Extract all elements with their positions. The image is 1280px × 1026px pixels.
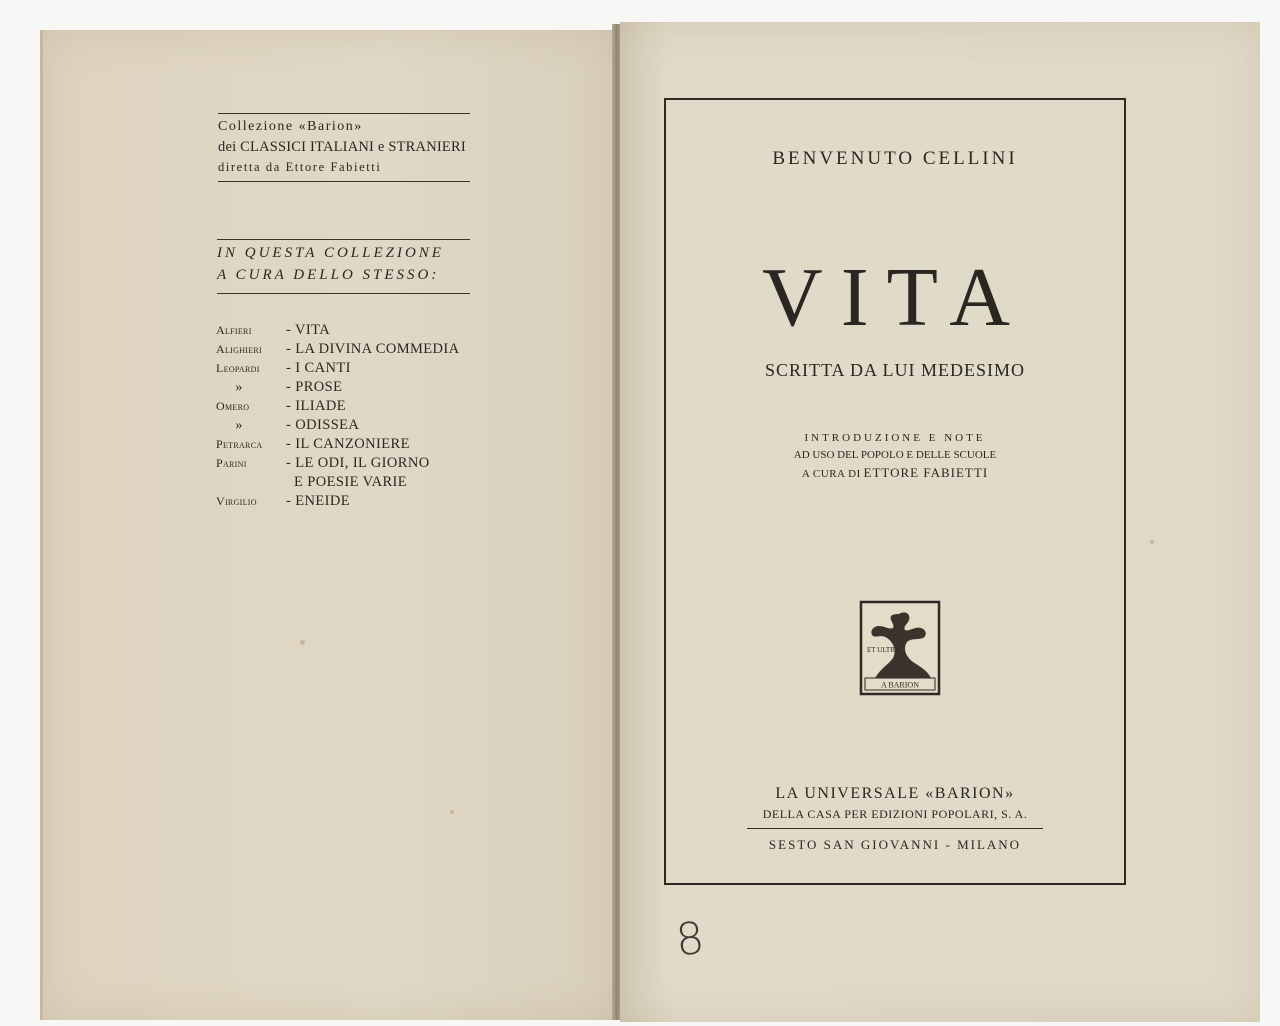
catalog-title: - ODISSEA bbox=[286, 417, 360, 433]
catalog-title: - IL CANZONIERE bbox=[286, 436, 410, 452]
collection-line-2: dei CLASSICI ITALIANI e STRANIERI bbox=[218, 139, 466, 155]
in-collection-line-2: A CURA DELLO STESSO: bbox=[217, 267, 440, 283]
collection-rule-top bbox=[218, 113, 470, 114]
collection-list-rule-bottom bbox=[217, 293, 470, 294]
catalog-title: - ENEIDE bbox=[286, 493, 350, 509]
collection-line-3: diretta da Ettore Fabietti bbox=[218, 160, 382, 174]
catalog-author: Virgilio bbox=[216, 494, 257, 508]
intro-line-2: AD USO DEL POPOLO E DELLE SCUOLE bbox=[793, 449, 997, 461]
list-item bbox=[216, 322, 460, 341]
intro-line-3 bbox=[666, 464, 1124, 483]
book-author: BENVENUTO CELLINI bbox=[772, 148, 1018, 169]
foxing-spot bbox=[450, 810, 454, 814]
list-item bbox=[216, 436, 460, 455]
left-page bbox=[40, 30, 616, 1020]
in-collection-line-1: IN QUESTA COLLEZIONE bbox=[217, 245, 444, 261]
list-item bbox=[216, 379, 460, 398]
catalog-title: - VITA bbox=[286, 322, 331, 338]
publisher-rule bbox=[747, 828, 1043, 829]
list-item bbox=[216, 398, 460, 417]
catalog-title: - ILIADE bbox=[286, 398, 346, 414]
catalog-author: Omero bbox=[216, 399, 250, 413]
collection-list-rule-top bbox=[217, 239, 470, 240]
emblem-name: A BARION bbox=[880, 680, 920, 690]
list-item bbox=[216, 360, 460, 379]
catalog-author-ditto: » bbox=[235, 380, 243, 395]
book-title: VITA bbox=[762, 251, 1028, 344]
intro-editor-prefix: A CURA DI bbox=[801, 468, 861, 480]
list-item bbox=[216, 341, 460, 360]
publisher-line-1: LA UNIVERSALE «BARION» bbox=[775, 785, 1015, 802]
catalog-author: Alighieri bbox=[216, 342, 263, 356]
collection-line-1: Collezione «Barion» bbox=[218, 119, 363, 134]
catalog-title-continued: E POESIE VARIE bbox=[294, 474, 408, 490]
catalog-title: - PROSE bbox=[286, 379, 343, 395]
publisher-block bbox=[666, 785, 1124, 853]
in-collection-heading bbox=[217, 242, 470, 286]
handwritten-mark: 8 bbox=[673, 912, 707, 967]
foxing-spot bbox=[300, 640, 305, 645]
intro-notes bbox=[666, 430, 1124, 483]
catalog-author: Leopardi bbox=[216, 361, 260, 375]
catalog-author: Parini bbox=[216, 456, 247, 470]
emblem-motto: ET ULTRA bbox=[867, 646, 900, 654]
list-item bbox=[216, 417, 460, 436]
publisher-line-3: SESTO SAN GIOVANNI - MILANO bbox=[768, 837, 1022, 852]
book-subtitle: SCRITTA DA LUI MEDESIMO bbox=[764, 360, 1026, 380]
intro-editor-name: ETTORE FABIETTI bbox=[863, 465, 989, 480]
intro-line-1: INTRODUZIONE E NOTE bbox=[804, 432, 986, 444]
catalog-title: - I CANTI bbox=[286, 360, 351, 376]
list-item bbox=[216, 493, 460, 512]
catalog-author-ditto: » bbox=[235, 418, 243, 433]
collection-rule-bottom bbox=[218, 181, 470, 182]
catalog-list bbox=[216, 322, 460, 512]
title-page-frame bbox=[664, 98, 1126, 885]
list-item bbox=[216, 474, 460, 493]
catalog-title: - LA DIVINA COMMEDIA bbox=[286, 341, 460, 357]
collection-header bbox=[218, 117, 470, 177]
catalog-author: Petrarca bbox=[216, 437, 263, 451]
catalog-author: Alfieri bbox=[216, 323, 252, 337]
publisher-line-2: DELLA CASA PER EDIZIONI POPOLARI, S. A. bbox=[762, 807, 1028, 821]
foxing-spot bbox=[1150, 540, 1154, 544]
barion-emblem-icon bbox=[859, 600, 941, 696]
catalog-title: - LE ODI, IL GIORNO bbox=[286, 455, 430, 471]
list-item bbox=[216, 455, 460, 474]
